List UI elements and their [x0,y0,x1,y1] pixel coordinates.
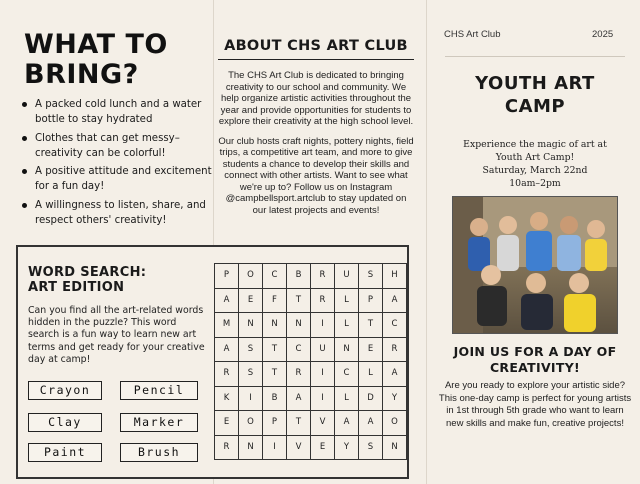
grid-cell: T [359,313,383,338]
grid-cell: O [383,411,407,436]
grid-cell: C [287,338,311,363]
grid-cell: N [287,313,311,338]
grid-cell: E [239,289,263,314]
grid-cell: Y [335,436,359,461]
grid-cell: I [263,436,287,461]
word-brush: Brush [120,443,198,462]
word-crayon: Crayon [28,381,102,400]
grid-cell: E [215,411,239,436]
word-pencil: Pencil [120,381,198,400]
club-label: CHS Art Club [444,29,501,40]
panel-divider-right [426,0,427,484]
grid-cell: E [311,436,335,461]
word-search-title [28,265,208,295]
word-search-box [16,245,409,479]
grid-cell: T [263,338,287,363]
join-us-title [440,344,630,376]
word-search-title-line2: ART EDITION [28,280,125,295]
word-search-title-line1: WORD SEARCH: [28,265,147,280]
grid-cell: R [311,264,335,289]
header-rule [445,56,625,57]
grid-cell: T [287,411,311,436]
bring-item: A packed cold lunch and a water bottle to stay hydrated [22,97,212,128]
grid-cell: F [263,289,287,314]
grid-cell: N [383,436,407,461]
grid-cell: A [215,289,239,314]
camp-title-line1: YOUTH ART [475,73,595,94]
grid-cell: C [263,264,287,289]
grid-cell: P [263,411,287,436]
camp-time: 10am–2pm [509,178,561,189]
about-paragraph-1: The CHS Art Club is dedicated to bringing creativity to our school and community. We help organize artistic activities throughout the year and provide opportunities for students to explore their creativity at the high school level. [218,70,414,127]
word-search-grid [214,263,407,460]
grid-cell: P [359,289,383,314]
join-us-text: Are you ready to explore your artistic side? This one-day camp is perfect for young artists in 1st through 5th grade who want to learn new skills and make fun, creative projects! [438,380,632,429]
about-paragraph-2: Our club hosts craft nights, pottery nights, field trips, a competitive art team, and more to give students a chance to develop their skills and connect with other artists. Want to see what we're up to? Follow us on Instagram @campbellsport.artclub to stay updated on our latest projects and events! [218,135,414,216]
grid-cell: N [239,436,263,461]
grid-cell: N [335,338,359,363]
grid-cell: L [335,387,359,412]
join-title-line1: JOIN US FOR A DAY OF [453,344,617,359]
year-label: 2025 [592,29,614,40]
grid-cell: R [287,362,311,387]
word-search-description: Can you find all the art-related words hidden in the puzzle? This word search is a fun way to learn new art terms and get ready for your creative day at camp! [28,305,205,365]
word-paint: Paint [28,443,102,462]
grid-cell: R [215,436,239,461]
word-marker: Marker [120,413,198,432]
grid-cell: V [287,436,311,461]
grid-cell: S [239,362,263,387]
kids-group-photo [452,196,618,334]
what-to-bring-title: WHAT TO BRING? [24,29,168,90]
grid-cell: O [239,264,263,289]
grid-cell: B [287,264,311,289]
about-text [218,70,414,224]
grid-cell: S [239,338,263,363]
grid-cell: T [263,362,287,387]
grid-cell: A [359,411,383,436]
grid-cell: L [335,313,359,338]
grid-cell: U [335,264,359,289]
grid-cell: R [215,362,239,387]
grid-cell: O [239,411,263,436]
camp-info [445,138,625,190]
grid-cell: A [383,362,407,387]
grid-cell: N [263,313,287,338]
grid-cell: C [335,362,359,387]
grid-cell: I [239,387,263,412]
grid-cell: K [215,387,239,412]
grid-cell: C [383,313,407,338]
grid-cell: V [311,411,335,436]
grid-cell: A [383,289,407,314]
grid-cell: P [215,264,239,289]
grid-cell: M [215,313,239,338]
grid-cell: A [287,387,311,412]
grid-cell: A [335,411,359,436]
grid-cell: S [359,264,383,289]
grid-cell: S [359,436,383,461]
grid-cell: L [359,362,383,387]
grid-cell: T [287,289,311,314]
camp-info-line2: Youth Art Camp! [495,152,575,163]
grid-cell: I [311,387,335,412]
camp-info-line1: Experience the magic of art at [463,139,607,150]
grid-cell: R [383,338,407,363]
bring-item: A willingness to listen, share, and respect others' creativity! [22,198,212,229]
photo-illustration [453,197,618,334]
camp-title-line2: CAMP [504,96,566,117]
bring-item: Clothes that can get messy–creativity can be colorful! [22,131,212,162]
grid-cell: D [359,387,383,412]
grid-cell: N [239,313,263,338]
grid-cell: R [311,289,335,314]
grid-cell: I [311,313,335,338]
about-title: ABOUT CHS ART CLUB [218,38,414,60]
grid-cell: E [359,338,383,363]
bring-list [22,97,212,231]
camp-date: Saturday, March 22nd [482,165,588,176]
word-clay: Clay [28,413,102,432]
grid-cell: U [311,338,335,363]
grid-cell: B [263,387,287,412]
grid-cell: Y [383,387,407,412]
camp-title [445,72,625,118]
grid-cell: I [311,362,335,387]
grid-cell: H [383,264,407,289]
bring-item: A positive attitude and excitement for a fun day! [22,164,212,195]
grid-cell: A [215,338,239,363]
join-title-line2: CREATIVITY! [489,360,581,375]
grid-cell: L [335,289,359,314]
